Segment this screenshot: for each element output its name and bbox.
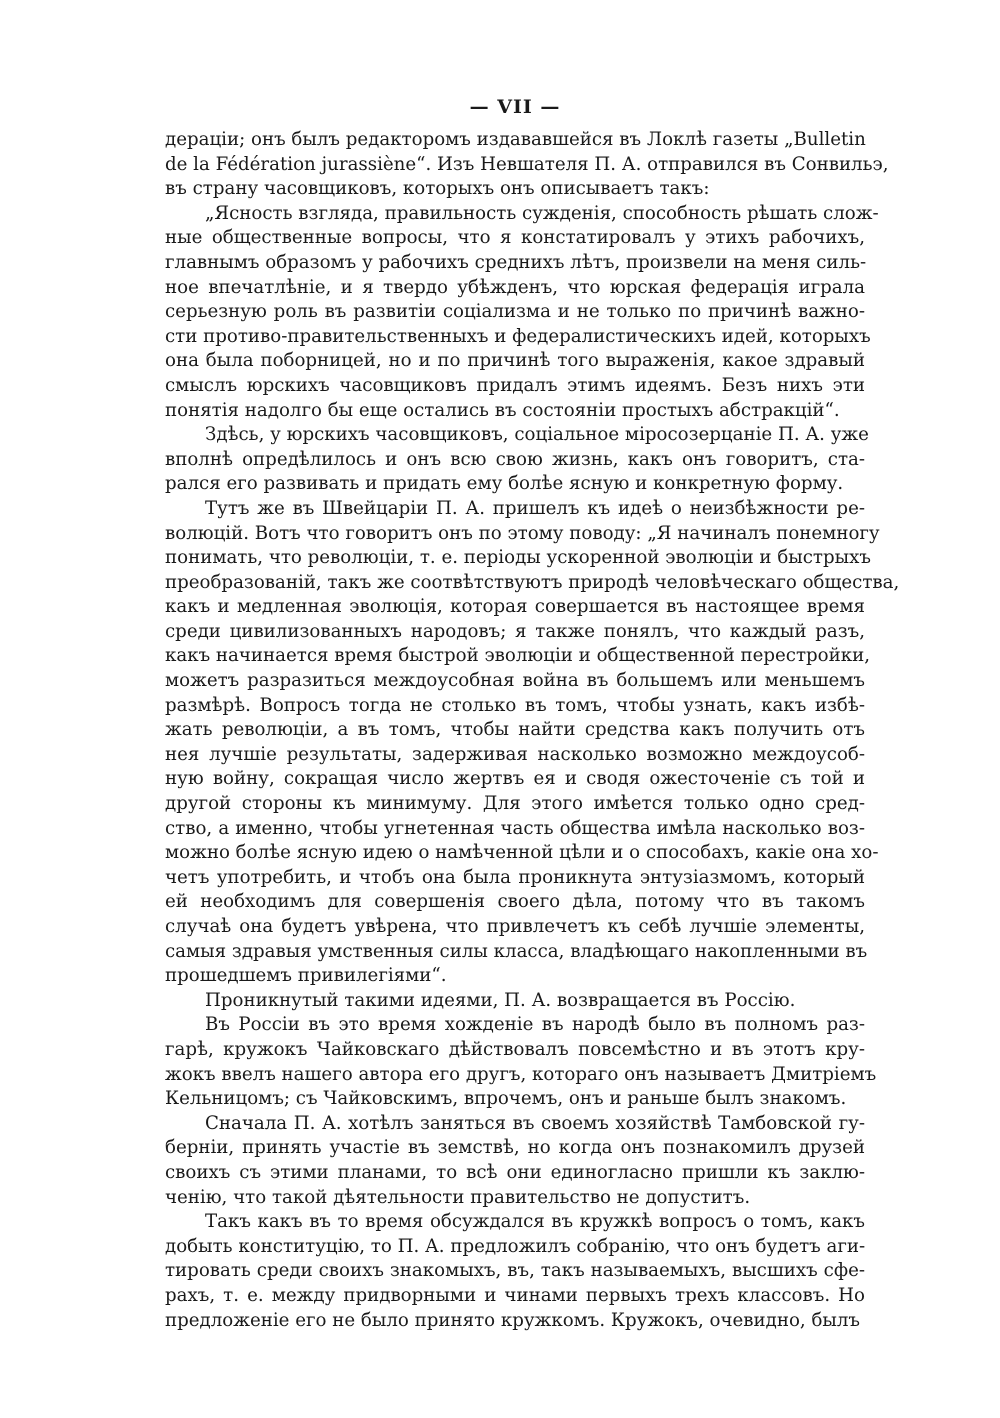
text-line: понятiя надолго бы еще остались въ состоянiи простыхъ абстракцiй“. — [165, 399, 840, 421]
text-line: гарѣ, кружокъ Чайковскаго дѣйствовалъ повсемѣстно и въ этотъ кру- — [165, 1038, 865, 1060]
text-line: самыя здравыя умственныя силы класса, владѣющаго накопленными въ — [165, 940, 868, 962]
text-line: Въ Россiи въ это время хожденiе въ народѣ было въ полномъ раз- — [205, 1014, 865, 1036]
text-line: размѣрѣ. Вопросъ тогда не столько въ томъ, чтобы узнать, какъ избѣ- — [165, 694, 865, 716]
text-line: другой стороны къ минимуму. Для этого имѣется только одно сред- — [165, 793, 865, 815]
text-line: ные общественные вопросы, что я констатировалъ у этихъ рабочихъ, — [165, 227, 865, 249]
text-line: Кельницомъ; съ Чайковскимъ, впрочемъ, онъ и раньше былъ знакомъ. — [165, 1088, 847, 1110]
paragraph — [165, 202, 879, 423]
text-line: ную войну, сокращая число жертвъ ея и сводя ожесточенiе съ той и — [165, 768, 865, 790]
paragraph — [165, 1013, 877, 1111]
paragraph — [165, 423, 869, 497]
page-number-header: — VII — — [469, 96, 561, 118]
text-line: прошедшемъ привилегiями“. — [165, 965, 447, 987]
text-line: серьезную роль въ развитiи соцiализма и не только по причинѣ важно- — [165, 301, 865, 323]
text-line: дерацiи; онъ былъ редакторомъ издававшейся въ Локлѣ газеты „Bulletin — [165, 129, 866, 150]
text-line: нея лучшiе результаты, задерживая насколько возможно междоусоб- — [165, 743, 865, 765]
text-line: главнымъ образомъ у рабочихъ среднихъ лѣтъ, произвели на меня силь- — [165, 251, 867, 273]
book-page — [165, 90, 900, 1333]
text-line: въ страну часовщиковъ, которыхъ онъ описываетъ такъ: — [165, 178, 710, 200]
text-line: Сначала П. А. хотѣлъ заняться въ своемъ хозяйствѣ Тамбовской гу- — [205, 1112, 865, 1134]
text-line: какъ начинается время быстрой эволюцiи и общественной перестройки, — [165, 645, 871, 667]
text-line: жокъ ввелъ нашего автора его другъ, котораго онъ называетъ Дмитрiемъ — [165, 1063, 877, 1085]
paragraph — [165, 128, 889, 202]
text-line: ное впечатлѣнiе, и я твердо убѣжденъ, что юрская федерацiя играла — [165, 276, 865, 298]
text-line: Здѣсь, у юрскихъ часовщиковъ, соцiальное мiросозерцанiе П. А. уже — [205, 424, 869, 446]
text-line: Такъ какъ въ то время обсуждался въ кружкѣ вопросъ о томъ, какъ — [205, 1211, 865, 1233]
text-line: рался его развивать и придать ему болѣе ясную и конкретную форму. — [165, 473, 844, 495]
paragraph — [165, 1210, 865, 1333]
text-line: своихъ съ этими планами, то всѣ они единогласно пришли къ заклю- — [165, 1161, 865, 1183]
text-line: предложенiе его не было принято кружкомъ. Кружокъ, очевидно, былъ — [165, 1309, 861, 1331]
text-line: рахъ, т. е. между придворными и чинами первыхъ трехъ классовъ. Но — [165, 1284, 865, 1306]
text-line: преобразованiй, такъ же соотвѣтствуютъ природѣ человѣческаго общества, — [165, 571, 900, 593]
paragraph — [165, 1112, 865, 1210]
text-line: можно болѣе ясную идею о намѣченной цѣли и о способахъ, какiе она хо- — [165, 842, 879, 864]
text-line: четъ употребить, и чтобъ она была проникнута энтузiазмомъ, который — [165, 866, 865, 888]
text-line: понимать, что революцiи, т. е. перiоды ускоренной эволюцiи и быстрыхъ — [165, 547, 871, 569]
text-line: „Ясность взгляда, правильность сужденiя, способность рѣшать слож- — [205, 202, 879, 224]
text-line: ей необходимъ для совершенiя своего дѣла, потому что въ такомъ — [165, 891, 865, 913]
text-line: ченiю, что такой дѣятельности правительство не допуститъ. — [165, 1186, 751, 1208]
text-line: среди цивилизованныхъ народовъ; я также понялъ, что каждый разъ, — [165, 620, 865, 642]
text-line: Тутъ же въ Швейцарiи П. А. пришелъ къ идеѣ о неизбѣжности ре- — [205, 497, 865, 519]
text-line: она была поборницей, но и по причинѣ того выраженiя, какое здравый — [165, 350, 865, 372]
text-line: случаѣ она будетъ увѣрена, что привлечетъ къ себѣ лучшiе элементы, — [165, 916, 865, 937]
text-line: ство, а именно, чтобы угнетенная часть общества имѣла насколько воз- — [165, 817, 865, 839]
text-line: какъ и медленная эволюцiя, которая совершается въ настоящее время — [165, 596, 865, 618]
text-line: добыть конституцiю, то П. А. предложилъ собранiю, что онъ будетъ аги- — [165, 1235, 866, 1257]
text-line: волюцiй. Вотъ что говоритъ онъ по этому поводу: „Я начиналъ понемногу — [165, 522, 880, 544]
text-line: сти противо-правительственныхъ и федералистическихъ идей, которыхъ — [165, 325, 871, 347]
text-line: вполнѣ опредѣлилось и онъ всю свою жизнь, какъ онъ говоритъ, ста- — [165, 448, 865, 470]
paragraph — [165, 989, 865, 1014]
text-line: бернiи, принять участiе въ земствѣ, но когда онъ познакомилъ друзей — [165, 1137, 865, 1159]
text-line: жать революцiи, а въ томъ, чтобы найти средства какъ получить отъ — [165, 719, 865, 741]
text-line: тировать среди своихъ знакомыхъ, въ, такъ называемыхъ, высшихъ сфе- — [165, 1260, 865, 1282]
page-body-text — [165, 128, 900, 1333]
text-line: de la Fédération jurassiène“. Изъ Невшателя П. А. отправился въ Сонвильэ, — [165, 153, 889, 175]
paragraph — [165, 497, 900, 989]
text-line: можетъ разразиться междоусобная война въ большемъ или меньшемъ — [165, 670, 865, 692]
text-line: Проникнутый такими идеями, П. А. возвращается въ Россiю. — [205, 989, 796, 1011]
text-line: смыслъ юрскихъ часовщиковъ придалъ этимъ идеямъ. Безъ нихъ эти — [165, 374, 865, 396]
